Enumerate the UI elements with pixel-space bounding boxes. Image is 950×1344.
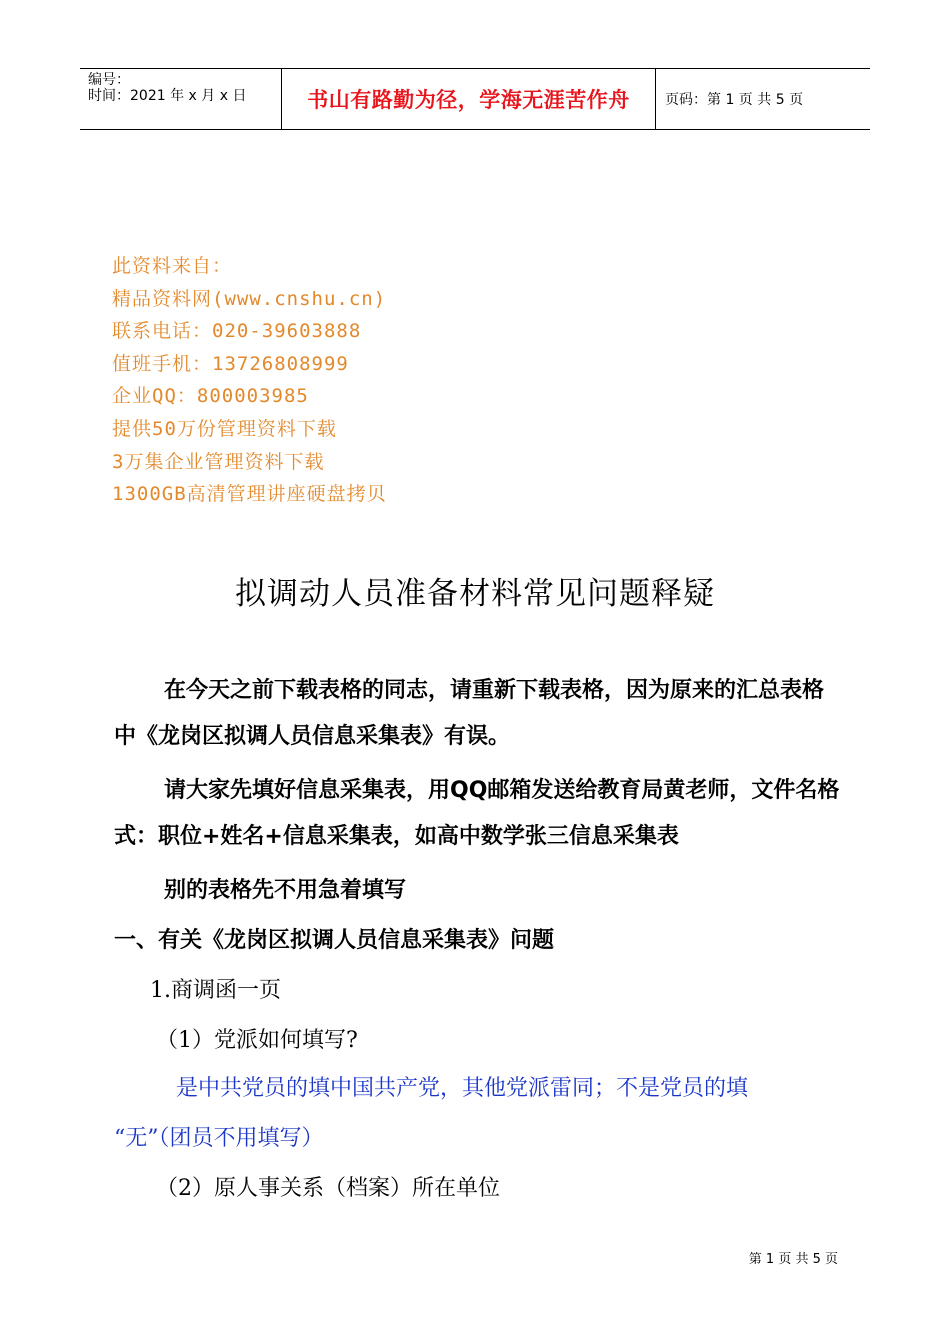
paragraph-instructions: 请大家先填好信息采集表，用QQ邮箱发送给教育局黄老师，文件名格式：职位+姓名+信息采集表，如高中数学张三信息采集表 <box>114 778 840 849</box>
question-2: （2）原人事关系（档案）所在单位 <box>156 1176 500 1201</box>
paragraph-notice: 在今天之前下载表格的同志，请重新下载表格，因为原来的汇总表格中《龙岗区拟调人员信息采集表》有误。 <box>114 678 825 749</box>
document-title: 拟调动人员准备材料常见问题释疑 <box>235 576 715 612</box>
paragraph-other-forms: 别的表格先不用急着填写 <box>164 878 407 903</box>
promo-line: 精品资料网(www.cnshu.cn) <box>112 287 387 310</box>
promo-line: 值班手机：13726808999 <box>112 352 349 375</box>
promo-line: 企业QQ：800003985 <box>112 385 309 408</box>
promo-line: 3万集企业管理资料下载 <box>112 450 325 473</box>
answer-1-line-2: “无”（团员不用填写） <box>114 1126 324 1151</box>
header-motto: 书山有路勤为径，学海无涯苦作舟 <box>307 88 630 112</box>
time-label: 时间：2021 年 x 月 x 日 <box>88 88 247 104</box>
subsection-heading: 1.商调函一页 <box>150 978 281 1003</box>
promo-block <box>112 250 387 511</box>
number-label: 编号： <box>88 72 130 88</box>
answer-1-line-1: 是中共党员的填中国共产党，其他党派雷同；不是党员的填 <box>176 1076 749 1101</box>
header-meta <box>80 69 282 129</box>
header-page-info: 页码：第 1 页 共 5 页 <box>665 92 804 108</box>
promo-line: 1300GB高清管理讲座硬盘拷贝 <box>112 483 387 506</box>
promo-line: 此资料来自： <box>112 255 233 277</box>
promo-line: 联系电话：020-39603888 <box>112 320 362 343</box>
page-header <box>80 68 870 130</box>
section-heading: 一、有关《龙岗区拟调人员信息采集表》问题 <box>114 928 555 953</box>
page-footer: 第 1 页 共 5 页 <box>748 1252 838 1267</box>
question-1: （1）党派如何填写? <box>156 1028 358 1053</box>
header-motto-cell <box>282 69 656 129</box>
promo-line: 提供50万份管理资料下载 <box>112 417 337 440</box>
